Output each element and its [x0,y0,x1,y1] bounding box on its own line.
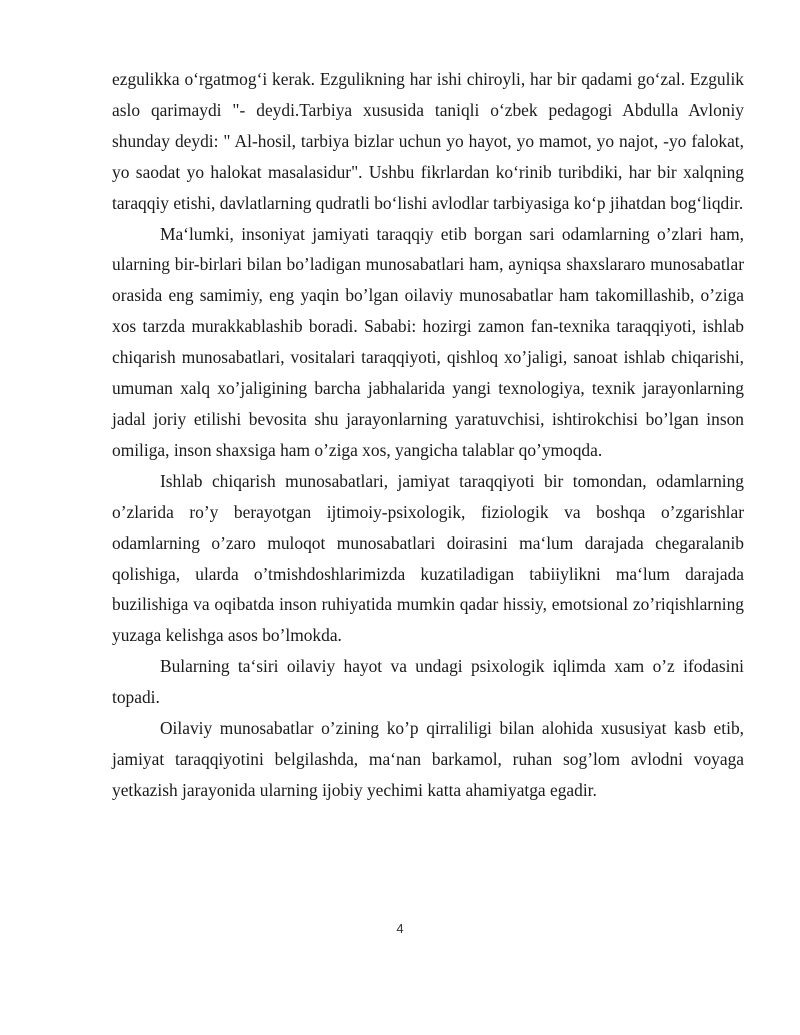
paragraph-4: Bularning ta‘siri oilaviy hayot va undagi psixologik iqlimda xam o’z ifodasini topadi. [112,656,744,708]
paragraph-1: ezgulikka o‘rgatmog‘i kerak. Ezgulikning har ishi chiroyli, har bir qadami go‘zal. Ezgulik aslo qarimaydi "- deydi.Tarbiya xususida taniqli o‘zbek pedagogi Abdulla Avloniy shunday deydi: " Al-hosil, tarbiya bizlar uchun yo hayot, yo mamot, yo najot, -yo falokat, yo saodat yo halokat masalasidur". Ushbu fikrlardan ko‘rinib turibdiki, har bir xalqning taraqqiy etishi, davlatlarning qudratli bo‘lishi avlodlar tarbiyasiga ko‘p jihatdan bog‘liqdir. [112,69,744,213]
paragraph-3: Ishlab chiqarish munosabatlari, jamiyat taraqqiyoti bir tomondan, odamlarning o’zlarida ro’y berayotgan ijtimoiy-psixologik, fiziologik va boshqa o’zgarishlar odamlarning o’zaro muloqot munosabatlari doirasini ma‘lum darajada chegaralanib qolishiga, ularda o’tmishdoshlarimizda kuzatiladigan tabiiylikni ma‘lum darajada buzilishiga va oqibatda inson ruhiyatida mumkin qadar hissiy, emotsional zo’riqishlarning yuzaga kelishga asos bo’lmokda. [112,470,744,646]
document-body [112,64,744,806]
paragraph-5: Oilaviy munosabatlar o’zining ko’p qirraliligi bilan alohida xususiyat kasb etib, jamiyat taraqqiyotini belgilashda, ma‘nan barkamol, ruhan sog’lom avlodni voyaga yetkazish jarayonida ularning ijobiy yechimi katta ahamiyatga egadir. [112,718,744,800]
page-number: 4 [396,921,404,936]
paragraph-2: Ma‘lumki, insoniyat jamiyati taraqqiy etib borgan sari odamlarning o’zlari ham, ularning bir-birlari bilan bo’ladigan munosabatlari ham, ayniqsa shaxslararo munosabatlar orasida eng samimiy, eng yaqin bo’lgan oilaviy munosabatlar ham takomillashib, o’ziga xos tarzda murakkablashib boradi. Sababi: hozirgi zamon fan-texnika taraqqiyoti, ishlab chiqarish munosabatlari, vositalari taraqqiyoti, qishloq xo’jaligi, sanoat ishlab chiqarishi, umuman xalq xo’jaligining barcha jabhalarida yangi texnologiya, texnik jarayonlarning jadal joriy etilishi bevosita shu jarayonlarning yaratuvchisi, ishtirokchisi bo’lgan inson omiliga, inson shaxsiga ham o’ziga xos, yangicha talablar qo’ymoqda. [112,223,744,460]
